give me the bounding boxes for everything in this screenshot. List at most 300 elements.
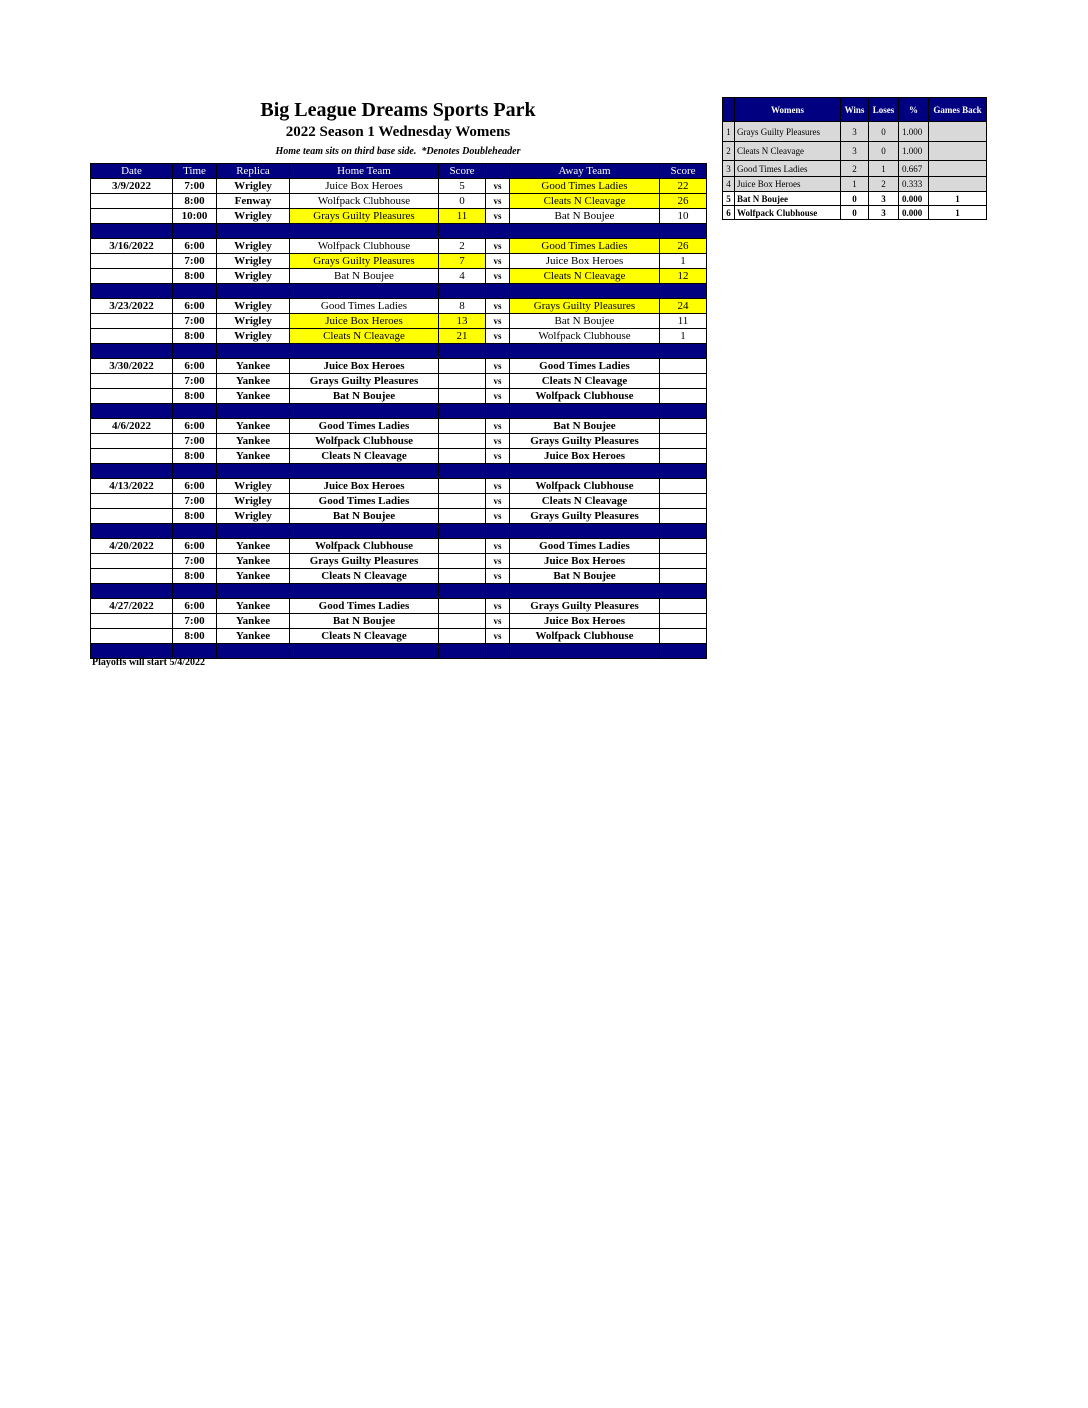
game-row [91, 239, 707, 254]
home-score [439, 359, 486, 374]
schedule-heading [90, 98, 706, 159]
standings-team: Cleats N Cleavage [735, 142, 841, 161]
separator-cell [290, 284, 439, 299]
separator-cell [217, 584, 290, 599]
game-date [91, 449, 173, 464]
separator-cell [217, 224, 290, 239]
separator-cell [91, 404, 173, 419]
separator-cell [510, 644, 660, 659]
separator-cell [660, 344, 707, 359]
away-team: Cleats N Cleavage [510, 269, 660, 284]
home-score [439, 479, 486, 494]
home-team: Bat N Boujee [290, 389, 439, 404]
game-date [91, 374, 173, 389]
game-time: 7:00 [173, 614, 217, 629]
game-time: 6:00 [173, 419, 217, 434]
game-field: Wrigley [217, 269, 290, 284]
game-date [91, 254, 173, 269]
separator-cell [439, 284, 486, 299]
away-score [660, 389, 707, 404]
separator-cell [91, 464, 173, 479]
standings-loses: 3 [869, 192, 899, 206]
away-score [660, 449, 707, 464]
week-separator-row [91, 284, 707, 299]
away-team: Juice Box Heroes [510, 449, 660, 464]
game-row [91, 539, 707, 554]
game-date [91, 209, 173, 224]
game-date: 3/9/2022 [91, 179, 173, 194]
standings-team-header: Womens [735, 98, 841, 122]
separator-cell [510, 284, 660, 299]
home-score: 21 [439, 329, 486, 344]
home-score [439, 494, 486, 509]
separator-cell [290, 584, 439, 599]
game-date: 3/30/2022 [91, 359, 173, 374]
game-time: 7:00 [173, 179, 217, 194]
game-row [91, 329, 707, 344]
home-team: Wolfpack Clubhouse [290, 434, 439, 449]
separator-cell [439, 344, 486, 359]
away-score: 26 [660, 194, 707, 209]
vs-label: vs [486, 449, 510, 464]
game-date [91, 614, 173, 629]
game-row [91, 419, 707, 434]
standings-team: Bat N Boujee [735, 192, 841, 206]
away-team: Cleats N Cleavage [510, 194, 660, 209]
game-row [91, 554, 707, 569]
separator-cell [173, 224, 217, 239]
home-team: Bat N Boujee [290, 614, 439, 629]
standings-pct-header: % [899, 98, 929, 122]
game-field: Wrigley [217, 179, 290, 194]
separator-cell [173, 524, 217, 539]
standings-pct: 0.333 [899, 177, 929, 192]
game-date [91, 269, 173, 284]
home-team: Grays Guilty Pleasures [290, 374, 439, 389]
game-field: Wrigley [217, 239, 290, 254]
game-row [91, 569, 707, 584]
vs-label: vs [486, 329, 510, 344]
separator-cell [439, 524, 486, 539]
vs-label: vs [486, 374, 510, 389]
vs-label: vs [486, 299, 510, 314]
game-time: 6:00 [173, 239, 217, 254]
standings-rank: 4 [723, 177, 735, 192]
game-field: Yankee [217, 389, 290, 404]
separator-cell [660, 284, 707, 299]
separator-cell [217, 344, 290, 359]
separator-cell [660, 404, 707, 419]
game-time: 8:00 [173, 569, 217, 584]
away-team: Bat N Boujee [510, 209, 660, 224]
home-score: 0 [439, 194, 486, 209]
separator-cell [439, 404, 486, 419]
home-team: Juice Box Heroes [290, 359, 439, 374]
home-team: Grays Guilty Pleasures [290, 554, 439, 569]
home-team: Bat N Boujee [290, 269, 439, 284]
game-date [91, 509, 173, 524]
game-time: 8:00 [173, 389, 217, 404]
standings-loses: 3 [869, 206, 899, 220]
game-field: Wrigley [217, 299, 290, 314]
separator-cell [486, 224, 510, 239]
standings-games-back [929, 177, 987, 192]
vs-label: vs [486, 569, 510, 584]
home-score: 7 [439, 254, 486, 269]
game-time: 8:00 [173, 269, 217, 284]
away-team: Grays Guilty Pleasures [510, 299, 660, 314]
replica-header: Replica [217, 164, 290, 179]
away-score [660, 419, 707, 434]
separator-cell [486, 524, 510, 539]
game-date [91, 314, 173, 329]
game-row [91, 509, 707, 524]
separator-cell [439, 584, 486, 599]
away-score [660, 374, 707, 389]
away-score [660, 359, 707, 374]
away-team: Cleats N Cleavage [510, 374, 660, 389]
vs-label: vs [486, 254, 510, 269]
separator-cell [217, 284, 290, 299]
week-separator-row [91, 584, 707, 599]
home-team: Grays Guilty Pleasures [290, 254, 439, 269]
standings-loses-header: Loses [869, 98, 899, 122]
away-team: Juice Box Heroes [510, 254, 660, 269]
time-header: Time [173, 164, 217, 179]
separator-cell [91, 284, 173, 299]
separator-cell [510, 224, 660, 239]
game-row [91, 209, 707, 224]
standings-wins: 2 [841, 161, 869, 177]
schedule-header-row [91, 164, 707, 179]
game-time: 7:00 [173, 314, 217, 329]
home-score [439, 434, 486, 449]
home-score [439, 599, 486, 614]
game-field: Yankee [217, 614, 290, 629]
game-date [91, 494, 173, 509]
standings-loses: 1 [869, 161, 899, 177]
away-team: Good Times Ladies [510, 539, 660, 554]
separator-cell [660, 584, 707, 599]
standings-rank: 1 [723, 122, 735, 142]
away-score: 1 [660, 254, 707, 269]
separator-cell [439, 224, 486, 239]
vs-label: vs [486, 359, 510, 374]
standings-games-back: 1 [929, 206, 987, 220]
home-score [439, 419, 486, 434]
page-title: Big League Dreams Sports Park [260, 99, 536, 121]
week-separator-row [91, 524, 707, 539]
game-row [91, 494, 707, 509]
home-team: Cleats N Cleavage [290, 449, 439, 464]
separator-cell [217, 404, 290, 419]
game-row [91, 599, 707, 614]
game-field: Yankee [217, 419, 290, 434]
game-row [91, 269, 707, 284]
away-team: Bat N Boujee [510, 569, 660, 584]
home-score: 4 [439, 269, 486, 284]
game-row [91, 254, 707, 269]
standings-games-back: 1 [929, 192, 987, 206]
standings-rank: 3 [723, 161, 735, 177]
game-date [91, 629, 173, 644]
standings-rank: 2 [723, 142, 735, 161]
game-time: 8:00 [173, 194, 217, 209]
home-team: Grays Guilty Pleasures [290, 209, 439, 224]
separator-cell [290, 224, 439, 239]
game-field: Yankee [217, 629, 290, 644]
vs-header [486, 164, 510, 179]
standings-loses: 0 [869, 142, 899, 161]
separator-cell [439, 464, 486, 479]
vs-label: vs [486, 494, 510, 509]
home-team: Good Times Ladies [290, 599, 439, 614]
game-date [91, 329, 173, 344]
away-team: Juice Box Heroes [510, 554, 660, 569]
vs-label: vs [486, 179, 510, 194]
game-time: 7:00 [173, 374, 217, 389]
game-row [91, 194, 707, 209]
game-row [91, 434, 707, 449]
game-row [91, 614, 707, 629]
game-row [91, 314, 707, 329]
game-field: Wrigley [217, 314, 290, 329]
game-date [91, 569, 173, 584]
game-date [91, 194, 173, 209]
away-score [660, 509, 707, 524]
standings-pct: 1.000 [899, 122, 929, 142]
game-field: Wrigley [217, 509, 290, 524]
standings-pct: 0.000 [899, 192, 929, 206]
separator-cell [217, 644, 290, 659]
away-score: 1 [660, 329, 707, 344]
game-time: 6:00 [173, 359, 217, 374]
away-score: 22 [660, 179, 707, 194]
away-score [660, 494, 707, 509]
game-field: Wrigley [217, 329, 290, 344]
standings-team: Good Times Ladies [735, 161, 841, 177]
game-field: Wrigley [217, 209, 290, 224]
separator-cell [173, 584, 217, 599]
vs-label: vs [486, 539, 510, 554]
standings-loses: 2 [869, 177, 899, 192]
game-time: 6:00 [173, 479, 217, 494]
home-team: Good Times Ladies [290, 419, 439, 434]
separator-cell [660, 224, 707, 239]
vs-label: vs [486, 599, 510, 614]
away-score [660, 629, 707, 644]
vs-label: vs [486, 434, 510, 449]
date-header: Date [91, 164, 173, 179]
game-row [91, 449, 707, 464]
home-team: Juice Box Heroes [290, 479, 439, 494]
standings-row [723, 161, 987, 177]
home-team: Bat N Boujee [290, 509, 439, 524]
away-team: Juice Box Heroes [510, 614, 660, 629]
game-field: Fenway [217, 194, 290, 209]
game-time: 7:00 [173, 494, 217, 509]
away-score: 12 [660, 269, 707, 284]
home-team: Good Times Ladies [290, 299, 439, 314]
game-time: 8:00 [173, 629, 217, 644]
vs-label: vs [486, 614, 510, 629]
schedule-table [90, 163, 707, 659]
standings-header-row [723, 98, 987, 122]
game-time: 8:00 [173, 509, 217, 524]
game-date: 4/20/2022 [91, 539, 173, 554]
separator-cell [290, 644, 439, 659]
home-score [439, 554, 486, 569]
away-team: Grays Guilty Pleasures [510, 509, 660, 524]
away-team: Bat N Boujee [510, 314, 660, 329]
game-date [91, 389, 173, 404]
game-date [91, 434, 173, 449]
separator-cell [217, 464, 290, 479]
away-team: Wolfpack Clubhouse [510, 479, 660, 494]
away-score [660, 554, 707, 569]
standings-rank: 6 [723, 206, 735, 220]
separator-cell [486, 344, 510, 359]
separator-cell [486, 584, 510, 599]
separator-cell [486, 404, 510, 419]
vs-label: vs [486, 239, 510, 254]
home-score: 5 [439, 179, 486, 194]
schedule-body [91, 179, 707, 659]
game-date: 4/6/2022 [91, 419, 173, 434]
vs-label: vs [486, 389, 510, 404]
game-field: Yankee [217, 569, 290, 584]
standings-row [723, 177, 987, 192]
standings-row [723, 192, 987, 206]
standings-games-back [929, 142, 987, 161]
home-team: Wolfpack Clubhouse [290, 239, 439, 254]
game-row [91, 389, 707, 404]
game-field: Yankee [217, 554, 290, 569]
game-date: 3/16/2022 [91, 239, 173, 254]
away-team: Good Times Ladies [510, 239, 660, 254]
away-team: Bat N Boujee [510, 419, 660, 434]
separator-cell [290, 404, 439, 419]
standings-games-back [929, 122, 987, 142]
game-date: 4/13/2022 [91, 479, 173, 494]
separator-cell [173, 464, 217, 479]
home-score [439, 509, 486, 524]
vs-label: vs [486, 554, 510, 569]
game-row [91, 299, 707, 314]
home-team: Cleats N Cleavage [290, 569, 439, 584]
standings-wins: 1 [841, 177, 869, 192]
game-time: 6:00 [173, 299, 217, 314]
away-score: 24 [660, 299, 707, 314]
away-team: Grays Guilty Pleasures [510, 434, 660, 449]
away-score [660, 434, 707, 449]
separator-cell [91, 224, 173, 239]
standings-team: Wolfpack Clubhouse [735, 206, 841, 220]
separator-cell [660, 464, 707, 479]
home-team-header: Home Team [290, 164, 439, 179]
standings-team: Juice Box Heroes [735, 177, 841, 192]
game-time: 8:00 [173, 329, 217, 344]
week-separator-row [91, 224, 707, 239]
away-score [660, 539, 707, 554]
standings-row [723, 122, 987, 142]
vs-label: vs [486, 479, 510, 494]
separator-cell [173, 404, 217, 419]
standings-team: Grays Guilty Pleasures [735, 122, 841, 142]
game-date [91, 554, 173, 569]
away-score: 10 [660, 209, 707, 224]
standings-games-back [929, 161, 987, 177]
week-separator-row [91, 404, 707, 419]
game-row [91, 374, 707, 389]
game-time: 7:00 [173, 254, 217, 269]
game-time: 7:00 [173, 554, 217, 569]
separator-cell [290, 464, 439, 479]
away-score [660, 614, 707, 629]
standings-wins: 3 [841, 122, 869, 142]
home-team: Good Times Ladies [290, 494, 439, 509]
separator-cell [439, 644, 486, 659]
week-separator-row [91, 344, 707, 359]
away-team: Cleats N Cleavage [510, 494, 660, 509]
away-team-header: Away Team [510, 164, 660, 179]
standings-row [723, 206, 987, 220]
game-time: 6:00 [173, 539, 217, 554]
game-field: Yankee [217, 434, 290, 449]
away-score [660, 479, 707, 494]
away-score [660, 599, 707, 614]
standings-table [722, 97, 987, 220]
standings-wins: 0 [841, 206, 869, 220]
game-date: 3/23/2022 [91, 299, 173, 314]
home-score: 13 [439, 314, 486, 329]
game-row [91, 179, 707, 194]
standings-rank: 5 [723, 192, 735, 206]
separator-cell [510, 344, 660, 359]
vs-label: vs [486, 194, 510, 209]
standings-pct: 1.000 [899, 142, 929, 161]
home-score: 8 [439, 299, 486, 314]
standings-loses: 0 [869, 122, 899, 142]
separator-cell [660, 644, 707, 659]
vs-label: vs [486, 269, 510, 284]
separator-cell [91, 584, 173, 599]
vs-label: vs [486, 209, 510, 224]
home-score [439, 449, 486, 464]
home-score: 2 [439, 239, 486, 254]
away-team: Good Times Ladies [510, 359, 660, 374]
standings-wins: 0 [841, 192, 869, 206]
game-row [91, 359, 707, 374]
away-score-header: Score [660, 164, 707, 179]
away-score: 26 [660, 239, 707, 254]
vs-label: vs [486, 314, 510, 329]
home-score [439, 389, 486, 404]
home-team: Cleats N Cleavage [290, 329, 439, 344]
standings-pct: 0.667 [899, 161, 929, 177]
away-team: Wolfpack Clubhouse [510, 329, 660, 344]
away-score [660, 569, 707, 584]
separator-cell [290, 524, 439, 539]
game-row [91, 629, 707, 644]
separator-cell [486, 644, 510, 659]
game-field: Wrigley [217, 254, 290, 269]
week-separator-row [91, 464, 707, 479]
game-field: Wrigley [217, 494, 290, 509]
home-score [439, 374, 486, 389]
playoffs-note: Playoffs will start 5/4/2022 [92, 657, 206, 668]
game-time: 6:00 [173, 599, 217, 614]
